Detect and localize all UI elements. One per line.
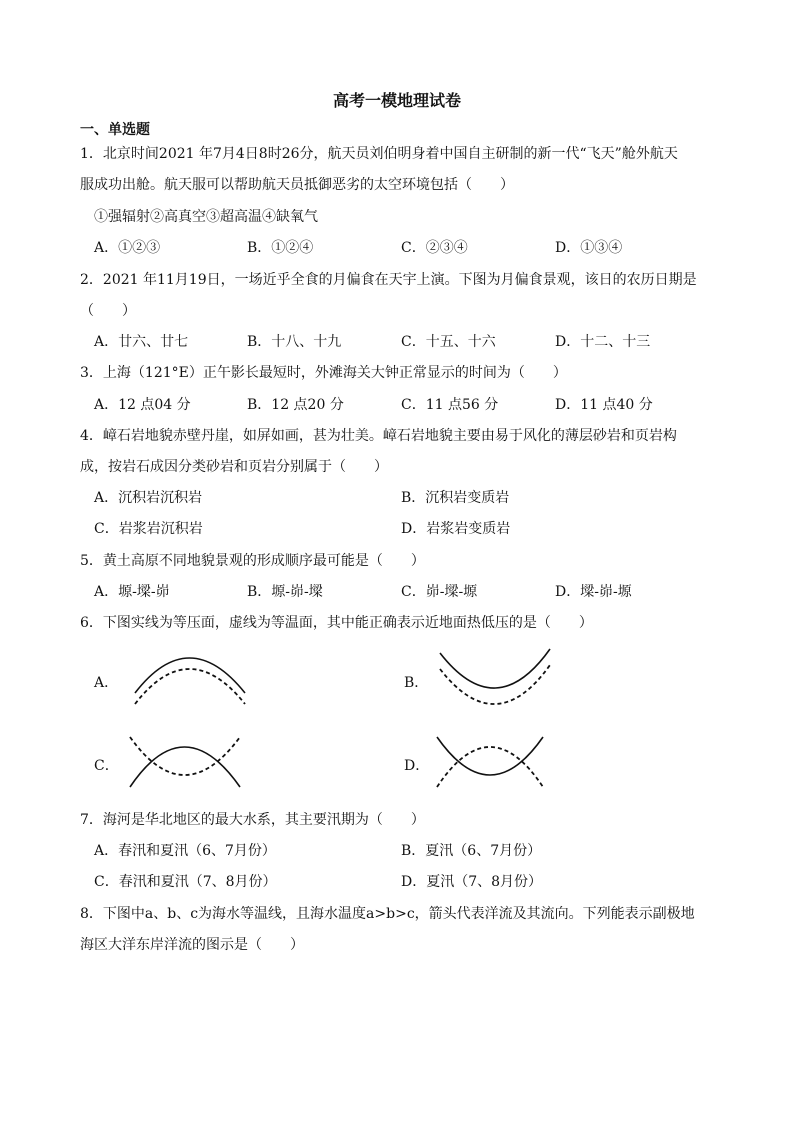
q4-line2: 成，按岩石成因分类砂岩和页岩分别属于（ ）: [80, 459, 388, 475]
q6-figure-d: [433, 735, 547, 789]
q2-option-d[interactable]: D．十二、十三: [555, 334, 651, 350]
q1-line2: 服成功出舱。航天服可以帮助航天员抵御恶劣的太空环境包括（ ）: [80, 177, 514, 193]
q6-option-b[interactable]: B．: [404, 675, 429, 691]
q1-option-c[interactable]: C．②③④: [401, 240, 468, 256]
q4-option-c[interactable]: C．岩浆岩沉积岩: [94, 521, 203, 537]
q2-option-c[interactable]: C．十五、十六: [401, 334, 496, 350]
isobar-solid-line: [130, 747, 240, 787]
q1-line1: 1．北京时间2021 年7月4日8时26分，航天员刘伯明身着中国自主研制的新一代“飞天”舱外航天: [80, 146, 678, 162]
q5-option-a[interactable]: A．塬-墚-峁: [94, 584, 170, 600]
q2-line2: （ ）: [80, 303, 136, 319]
isobar-solid-line: [440, 649, 550, 688]
page-title: 高考一模地理试卷: [332, 91, 461, 110]
isobar-solid-line: [437, 737, 543, 775]
q3-option-d[interactable]: D．11 点40 分: [555, 397, 653, 413]
q4-line1: 4．嶂石岩地貌赤壁丹崖，如屏如画，甚为壮美。嶂石岩地貌主要由易于风化的薄层砂岩和页岩构: [80, 428, 677, 444]
section-heading: 一、单选题: [80, 122, 150, 138]
isotherm-dashed-line: [130, 737, 240, 775]
q5-line1: 5．黄土高原不同地貌景观的形成顺序最可能是（ ）: [80, 553, 425, 569]
isobar-solid-line: [135, 658, 245, 693]
q5-option-b[interactable]: B．塬-峁-墚: [247, 584, 323, 600]
q4-option-d[interactable]: D．岩浆岩变质岩: [401, 521, 511, 537]
q8-line1: 8．下图中a、b、c为海水等温线，且海水温度a>b>c，箭头代表洋流及其流向。下列能表示副极地: [80, 906, 695, 922]
q6-option-c[interactable]: C．: [94, 758, 119, 774]
q4-option-a[interactable]: A．沉积岩沉积岩: [94, 490, 203, 506]
q3-line1: 3．上海（121°E）正午影长最短时，外滩海关大钟正常显示的时间为（ ）: [80, 365, 567, 381]
q6-option-a[interactable]: A．: [94, 675, 119, 691]
q7-option-c[interactable]: C．春汛和夏汛（7、8月份）: [94, 874, 277, 890]
q1-option-d[interactable]: D．①③④: [555, 240, 623, 256]
q7-line1: 7．海河是华北地区的最大水系，其主要汛期为（ ）: [80, 812, 425, 828]
q6-figure-b: [436, 645, 556, 713]
q5-option-c[interactable]: C．峁-墚-塬: [401, 584, 478, 600]
q1-option-b[interactable]: B．①②④: [247, 240, 314, 256]
q2-line1: 2．2021 年11月19日，一场近乎全食的月偏食在天宇上演。下图为月偏食景观，该日的农历日期是: [80, 272, 697, 288]
q5-option-d[interactable]: D．墚-峁-塬: [555, 584, 632, 600]
q3-option-c[interactable]: C．11 点56 分: [401, 397, 499, 413]
q6-option-d[interactable]: D．: [404, 758, 430, 774]
q6-line1: 6．下图实线为等压面，虚线为等温面，其中能正确表示近地面热低压的是（ ）: [80, 615, 593, 631]
q2-option-a[interactable]: A．廿六、廿七: [94, 334, 189, 350]
q3-option-a[interactable]: A．12 点04 分: [94, 397, 191, 413]
q6-figure-c: [126, 735, 244, 789]
q8-line2: 海区大洋东岸洋流的图示是（ ）: [80, 937, 304, 953]
q7-option-a[interactable]: A．春汛和夏汛（6、7月份）: [94, 843, 276, 859]
isotherm-dashed-line: [437, 747, 543, 787]
q7-option-b[interactable]: B．夏汛（6、7月份）: [401, 843, 542, 859]
q1-option-a[interactable]: A．①②③: [94, 240, 161, 256]
q1-extra: ①强辐射②高真空③超高温④缺氧气: [94, 209, 318, 225]
q4-option-b[interactable]: B．沉积岩变质岩: [401, 490, 510, 506]
q3-option-b[interactable]: B．12 点20 分: [247, 397, 344, 413]
q7-option-d[interactable]: D．夏汛（7、8月份）: [401, 874, 543, 890]
q2-option-b[interactable]: B．十八、十九: [247, 334, 342, 350]
q6-figure-a: [127, 648, 252, 710]
